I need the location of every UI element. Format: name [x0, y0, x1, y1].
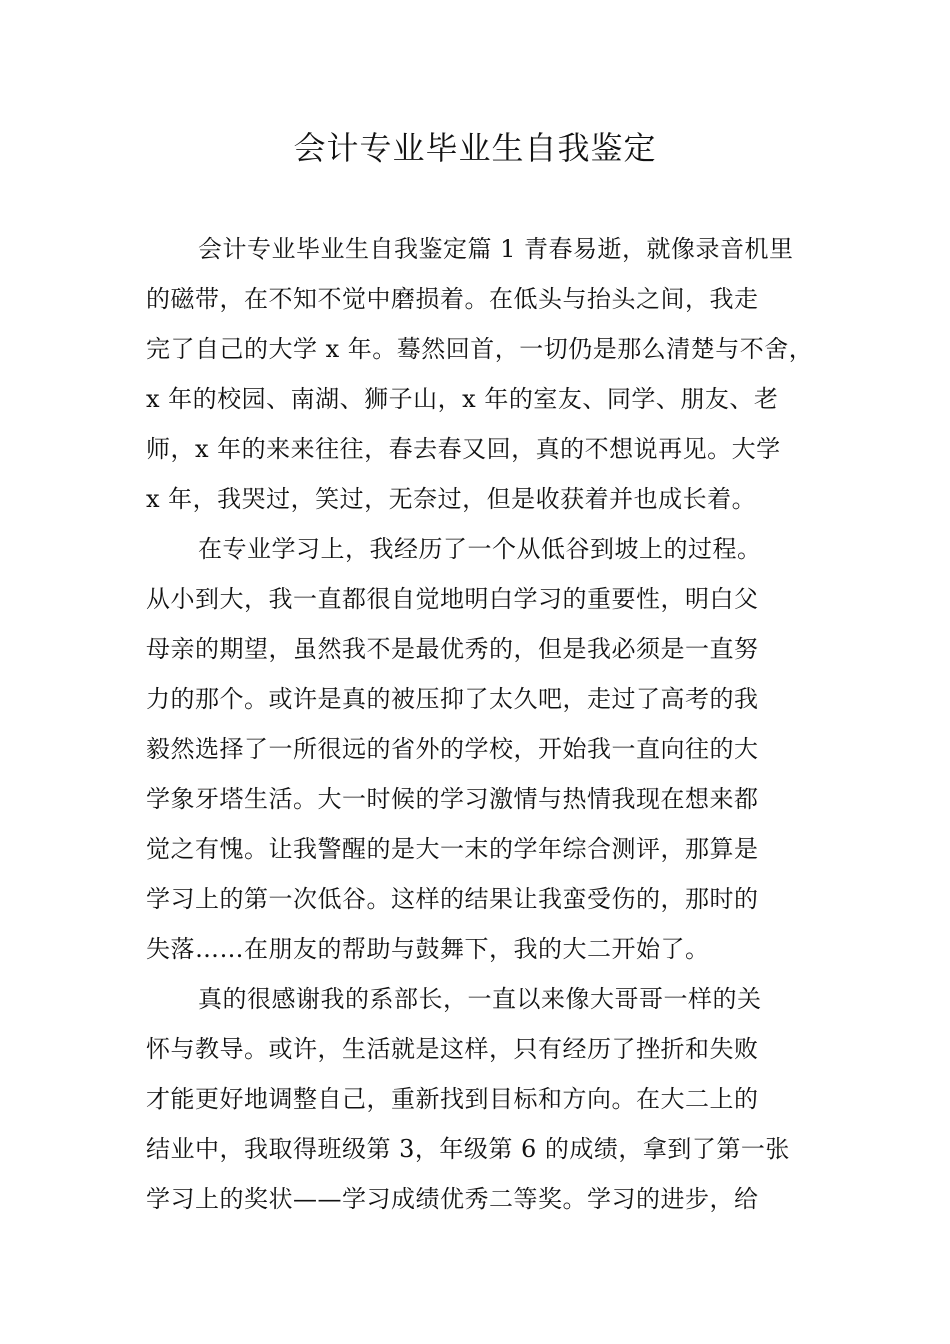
- paragraph-line: 结业中，我取得班级第 3，年级第 6 的成绩，拿到了第一张: [146, 1135, 790, 1163]
- paragraph-line: 学习上的奖状——学习成绩优秀二等奖。学习的进步，给: [146, 1185, 759, 1213]
- document-body: [146, 224, 814, 1224]
- paragraph-line: 从小到大，我一直都很自觉地明白学习的重要性，明白父: [146, 585, 759, 613]
- paragraph-line: 毅然选择了一所很远的省外的学校，开始我一直向往的大: [146, 735, 759, 763]
- paragraph-line: x 年的校园、南湖、狮子山，x 年的室友、同学、朋友、老: [146, 385, 779, 413]
- paragraph-line: 在专业学习上，我经历了一个从低谷到坡上的过程。: [198, 535, 762, 563]
- paragraph-line: 失落……在朋友的帮助与鼓舞下，我的大二开始了。: [146, 935, 710, 963]
- paragraph-3: [146, 974, 808, 1224]
- paragraph-line: 觉之有愧。让我警醒的是大一末的学年综合测评，那算是: [146, 835, 759, 863]
- paragraph-line: 学习上的第一次低谷。这样的结果让我蛮受伤的，那时的: [146, 885, 759, 913]
- paragraph-line: 完了自己的大学 x 年。蓦然回首，一切仍是那么清楚与不舍，: [146, 335, 814, 363]
- paragraph-line: 才能更好地调整自己，重新找到目标和方向。在大二上的: [146, 1085, 759, 1113]
- paragraph-line: 师，x 年的来来往往，春去春又回，真的不想说再见。大学: [146, 435, 781, 463]
- paragraph-line: 力的那个。或许是真的被压抑了太久吧，走过了高考的我: [146, 685, 759, 713]
- paragraph-line: 怀与教导。或许，生活就是这样，只有经历了挫折和失败: [146, 1035, 759, 1063]
- paragraph-1: [146, 224, 814, 524]
- paragraph-line: 会计专业毕业生自我鉴定篇 1 青春易逝，就像录音机里: [198, 235, 794, 263]
- paragraph-line: 真的很感谢我的系部长，一直以来像大哥哥一样的关: [198, 985, 762, 1013]
- paragraph-line: 学象牙塔生活。大一时候的学习激情与热情我现在想来都: [146, 785, 759, 813]
- paragraph-line: 的磁带，在不知不觉中磨损着。在低头与抬头之间，我走: [146, 285, 759, 313]
- document-title: 会计专业毕业生自我鉴定: [293, 129, 657, 167]
- paragraph-line: x 年，我哭过，笑过，无奈过，但是收获着并也成长着。: [146, 485, 757, 513]
- paragraph-2: [146, 524, 808, 974]
- paragraph-line: 母亲的期望，虽然我不是最优秀的，但是我必须是一直努: [146, 635, 759, 663]
